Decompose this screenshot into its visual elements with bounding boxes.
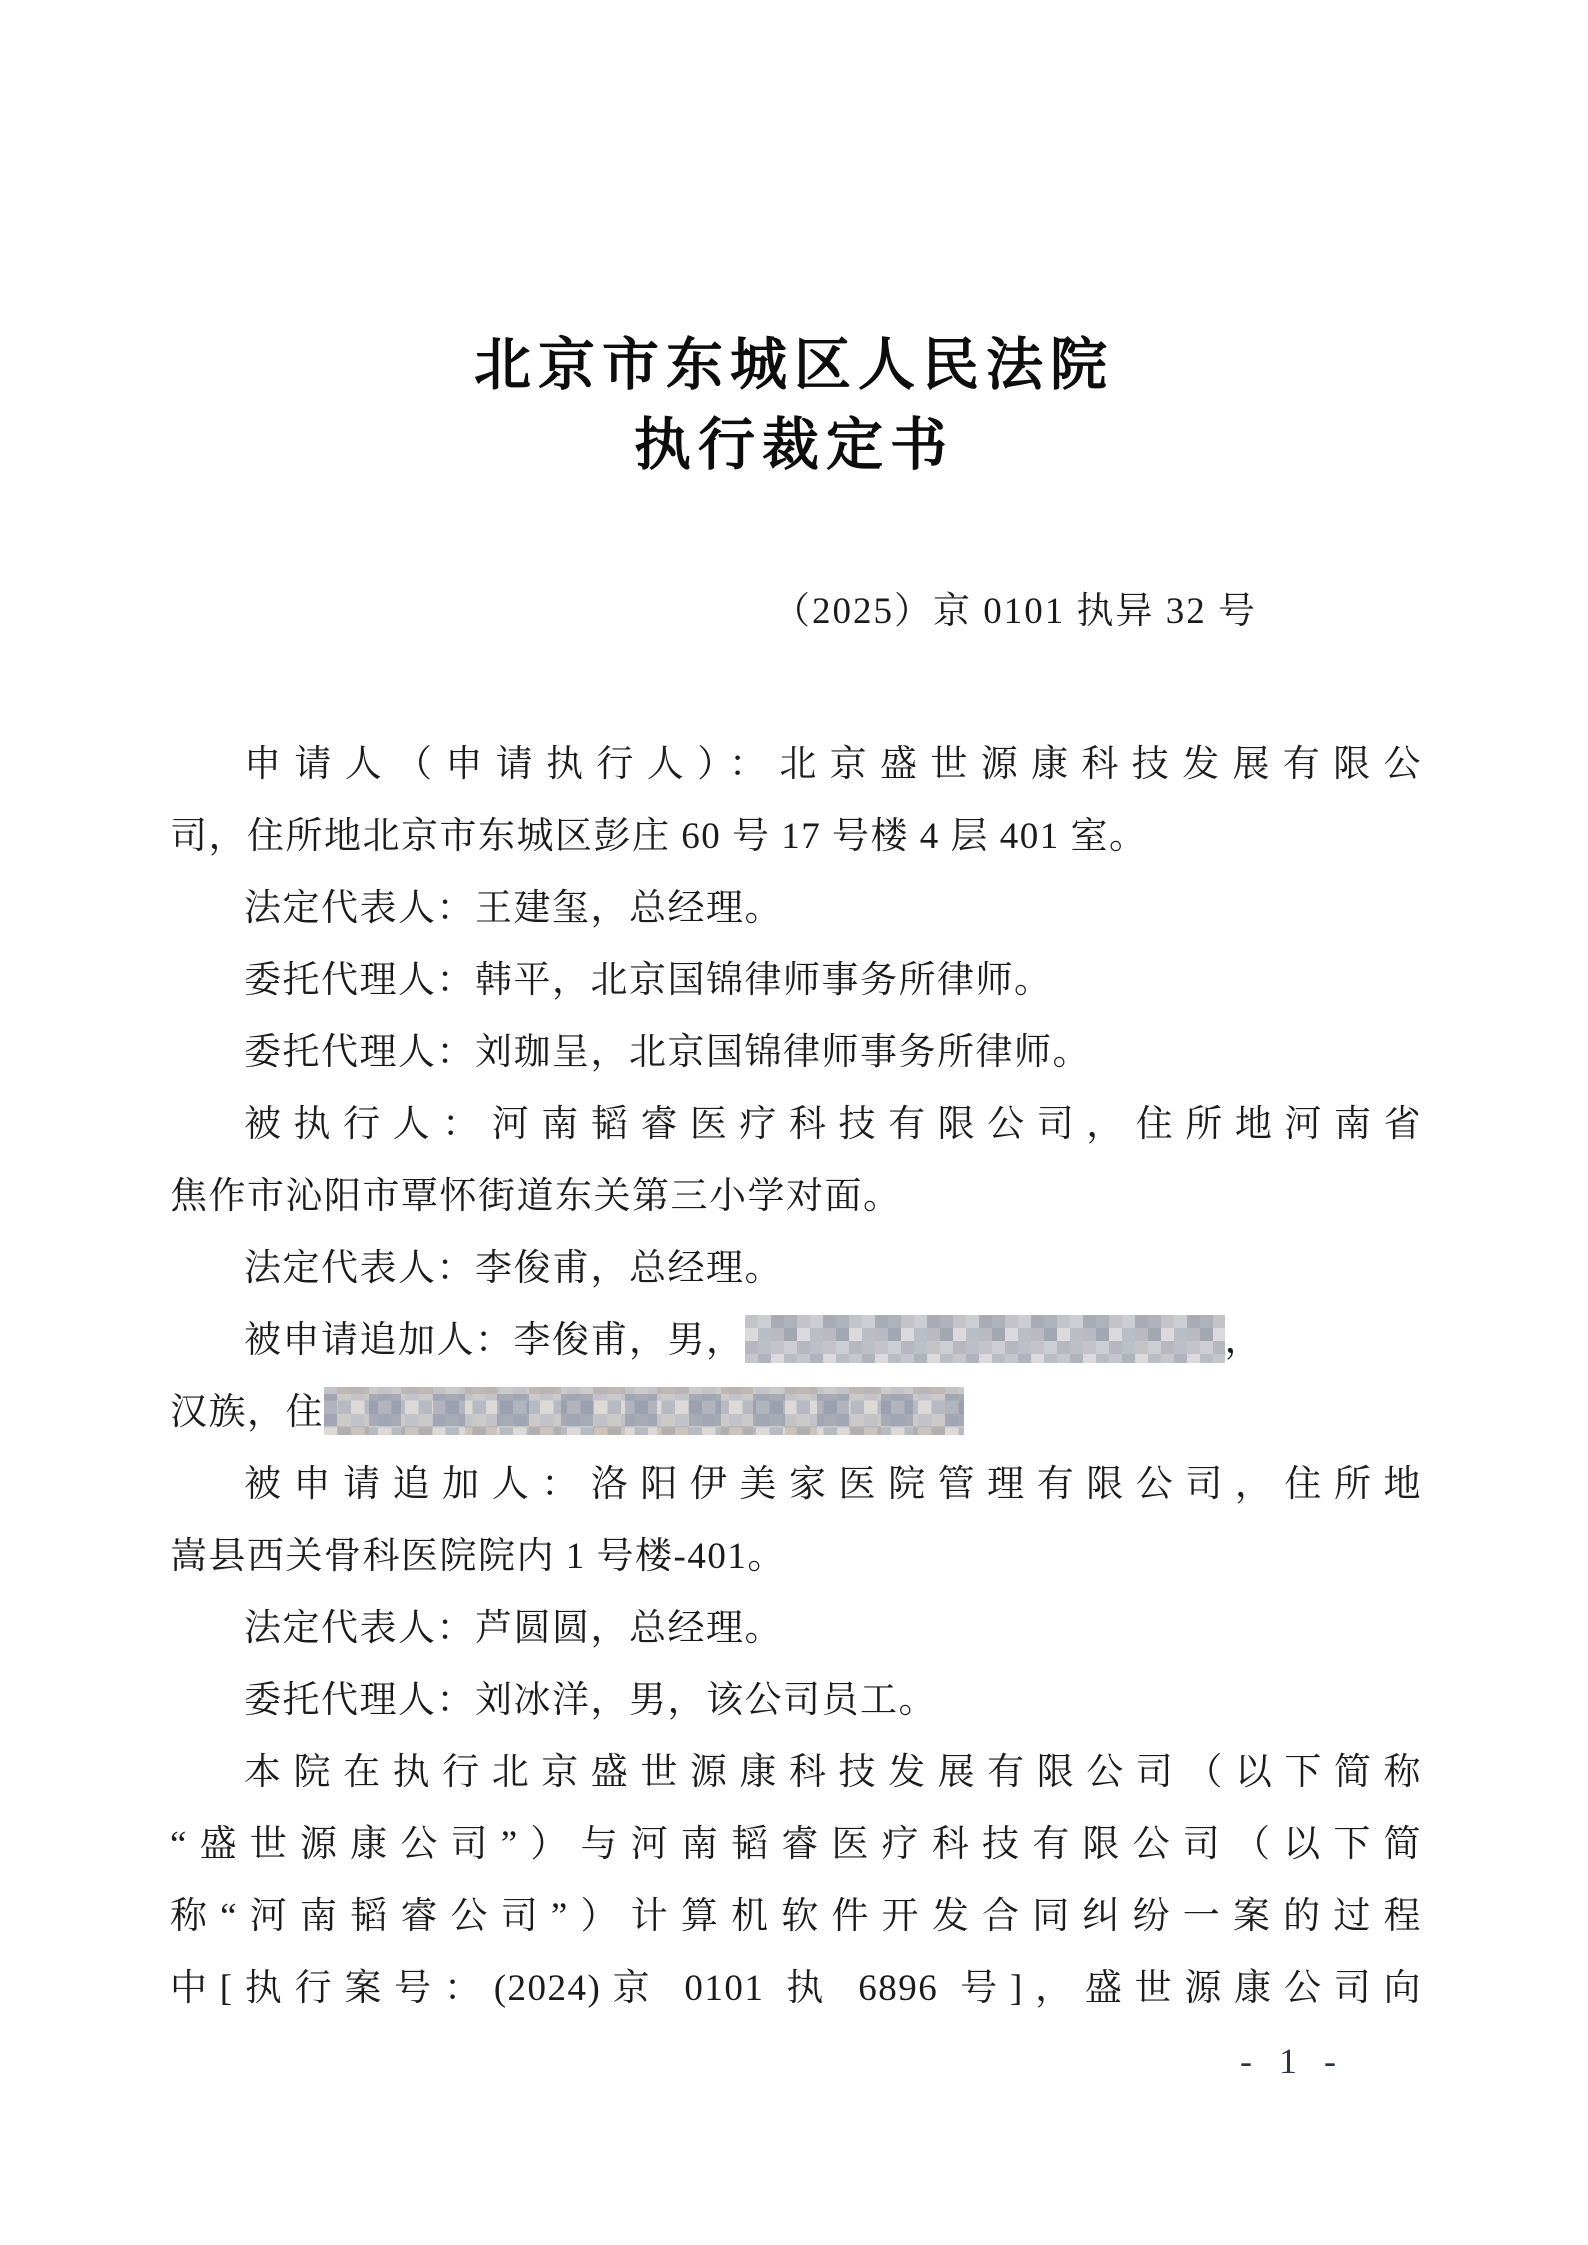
body-text-segment: 嵩县西关骨科医院院内 1 号楼-401。 — [170, 1536, 786, 1577]
body-text-segment: 委托代理人：刘珈呈，北京国锦律师事务所律师。 — [244, 1032, 1091, 1073]
body-line — [170, 1881, 1422, 1953]
body-line — [170, 873, 1422, 945]
body-line — [170, 945, 1422, 1017]
body-line — [170, 1161, 1422, 1233]
body-text-segment: 称“河南韬睿公司”）计算机软件开发合同纠纷一案的过程 — [170, 1896, 1422, 1937]
body-text-segment: 法定代表人：王建玺，总经理。 — [244, 888, 783, 929]
body-line — [170, 1593, 1422, 1665]
redaction-mosaic — [324, 1387, 964, 1435]
body-line — [170, 1737, 1422, 1809]
body-text-segment: 被申请追加人：李俊甫，男， — [244, 1320, 745, 1361]
body-text-segment: 被申请追加人：洛阳伊美家医院管理有限公司，住所地 — [244, 1464, 1422, 1505]
body-line — [170, 1377, 1422, 1449]
body-line — [170, 1665, 1422, 1737]
body-text-segment: 中[执行案号：(2024)京 0101 执 6896 号]，盛世源康公司向 — [170, 1968, 1422, 2009]
body-line — [170, 1305, 1422, 1377]
body-line — [170, 1017, 1422, 1089]
body-line — [170, 1953, 1422, 2025]
body-text-segment: 法定代表人：芦圆圆，总经理。 — [244, 1608, 783, 1649]
body-line — [170, 1809, 1422, 1881]
body-text-segment: 申请人（申请执行人）：北京盛世源康科技发展有限公 — [244, 744, 1422, 785]
body-text-segment: 委托代理人：韩平，北京国锦律师事务所律师。 — [244, 960, 1053, 1001]
body-text-segment: 本院在执行北京盛世源康科技发展有限公司（以下简称 — [244, 1752, 1422, 1793]
body-text-segment: 焦作市沁阳市覃怀街道东关第三小学对面。 — [170, 1176, 902, 1217]
body-line — [170, 1089, 1422, 1161]
document-type: 执行裁定书 — [634, 414, 954, 477]
body-text-segment: 被执行人：河南韬睿医疗科技有限公司，住所地河南省 — [244, 1104, 1422, 1145]
case-number: （2025）京 0101 执异 32 号 — [773, 591, 1257, 632]
body-text-segment: ， — [1224, 1320, 1263, 1361]
body-line — [170, 1521, 1422, 1593]
body-text-segment: 汉族，住 — [170, 1392, 324, 1433]
body-text-segment: 委托代理人：刘冰洋，男，该公司员工。 — [244, 1680, 937, 1721]
body-text-segment: 司，住所地北京市东城区彭庄 60 号 17 号楼 4 层 401 室。 — [170, 816, 1148, 857]
redaction-mosaic — [745, 1315, 1225, 1363]
document-title — [0, 326, 1588, 486]
body-line — [170, 729, 1422, 801]
body-text-segment: 法定代表人：李俊甫，总经理。 — [244, 1248, 783, 1289]
body-line — [170, 1233, 1422, 1305]
document-body — [170, 729, 1422, 2025]
body-line — [170, 1449, 1422, 1521]
body-text-segment: “盛世源康公司”）与河南韬睿医疗科技有限公司（以下简 — [170, 1824, 1422, 1865]
body-line — [170, 801, 1422, 873]
court-name: 北京市东城区人民法院 — [474, 334, 1114, 397]
page-number: - 1 - — [1240, 2041, 1345, 2081]
